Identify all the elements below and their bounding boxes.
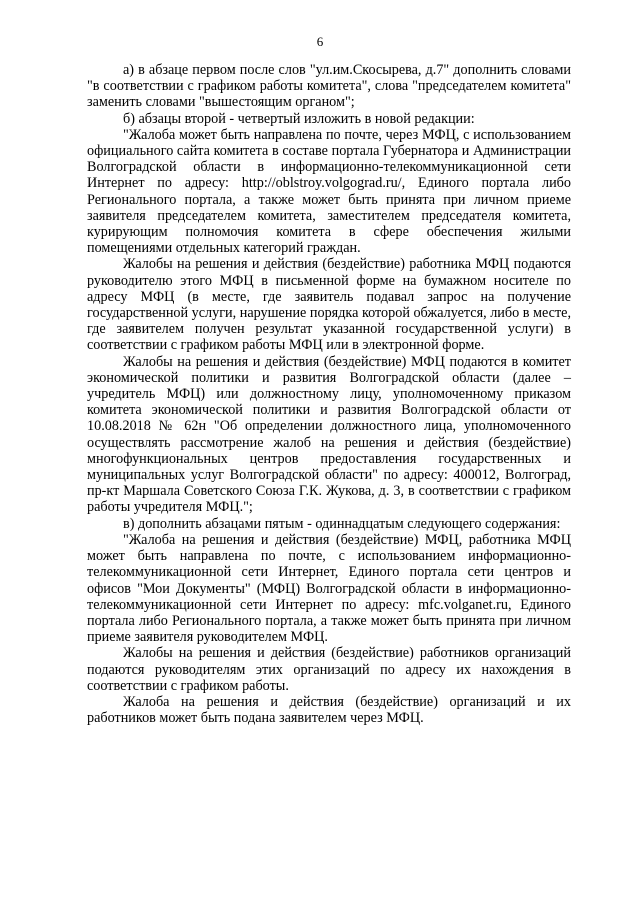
paragraph: Жалобы на решения и действия (бездействие) работника МФЦ подаются руководителю этого МФЦ в письменной форме на бумажном носителе по адресу МФЦ (в месте, где заявитель подавал запрос на получение государственной услуги, нарушение порядка которой обжалуется, либо в месте, где заявителем получен результат указанной государственной услуги) в соответствии с графиком работы МФЦ или в электронной форме. <box>87 256 571 354</box>
paragraph: Жалобы на решения и действия (бездействие) работников организаций подаются руководителям этих организаций по адресу их нахождения в соответствии с графиком работы. <box>87 645 571 694</box>
paragraph: Жалоба на решения и действия (бездействие) организаций и их работников может быть подана заявителем через МФЦ. <box>87 693 571 727</box>
document-body <box>87 62 571 726</box>
paragraph: б) абзацы второй - четвертый изложить в новой редакции: <box>123 110 475 127</box>
paragraph: "Жалоба может быть направлена по почте, через МФЦ, с использованием официального сайта комитета в составе портала Губернатора и Администрации Волгоградской области в информационно-телекоммуникационной сети Интернет по адресу: http://oblstroy.volgograd.ru/, Единого портала либо Регионального портала, а также может быть принята при личном приеме заявителя председателем комитета, заместителем председателя комитета, курирующим полномочия комитета в сфере обеспечения жилыми помещениями отдельных категорий граждан. <box>87 126 571 257</box>
paragraph: а) в абзаце первом после слов "ул.им.Скосырева, д.7" дополнить словами "в соответствии с графиком работы комитета", слова "председателем комитета" заменить словами "вышестоящим органом"; <box>87 62 571 111</box>
paragraph: в) дополнить абзацами пятым - одиннадцатым следующего содержания: <box>123 515 561 532</box>
page-number: 6 <box>316 34 324 49</box>
paragraph: Жалобы на решения и действия (бездействие) МФЦ подаются в комитет экономической политики и развития Волгоградской области (далее – учредитель МФЦ) или должностному лицу, уполномоченному приказом комитета экономической политики и развития Волгоградской области от 10.08.2018 № 62н "Об определении должностного лица, уполномоченного осуществлять рассмотрение жалоб на решения и действия (бездействие) многофункциональных центров предоставления государственных и муниципальных услуг Волгоградской области" по адресу: 400012, Волгоград, пр-кт Маршала Советского Союза Г.К. Жукова, д. 3, в соответствии с графиком работы учредителя МФЦ."; <box>87 353 571 516</box>
paragraph: "Жалоба на решения и действия (бездействие) МФЦ, работника МФЦ может быть направлена по почте, с использованием информационно-телекоммуникационной сети Интернет, Единого портала сети центров и офисов "Мои Документы" (МФЦ) Волгоградской области в информационно-телекоммуникационной сети Интернет по адресу: mfc.volganet.ru, Единого портала либо Регионального портала, а также может быть принята при личном приеме заявителя руководителем МФЦ. <box>87 531 571 646</box>
